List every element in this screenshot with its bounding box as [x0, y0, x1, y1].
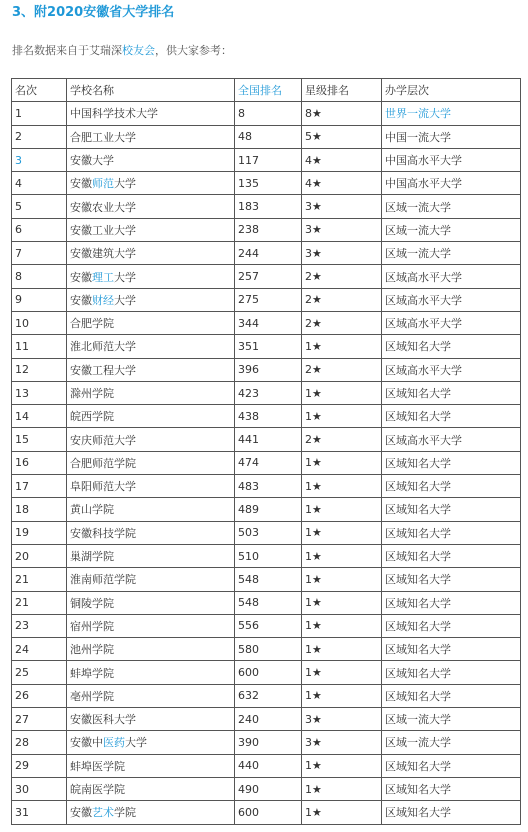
national-rank-cell: 257: [235, 265, 302, 288]
level-cell: 区域高水平大学: [382, 428, 521, 451]
level-cell: 区域高水平大学: [382, 358, 521, 381]
rank-cell: 23: [12, 614, 67, 637]
header-star-rank: 星级排名: [302, 79, 382, 102]
rank-cell: 7: [12, 242, 67, 265]
rank-cell: 12: [12, 358, 67, 381]
national-rank-cell: 548: [235, 568, 302, 591]
level-cell: 区域知名大学: [382, 591, 521, 614]
rank-cell: 10: [12, 311, 67, 334]
star-rank-cell: 3★: [302, 708, 382, 731]
star-rank-cell: 1★: [302, 754, 382, 777]
level-cell: 区域知名大学: [382, 544, 521, 567]
school-name-cell: 巢湖学院: [67, 544, 235, 567]
level-cell: 区域一流大学: [382, 218, 521, 241]
star-rank-cell: 1★: [302, 451, 382, 474]
national-rank-cell: 275: [235, 288, 302, 311]
level-cell: 中国高水平大学: [382, 172, 521, 195]
table-row: [12, 731, 521, 754]
star-rank-cell: 1★: [302, 661, 382, 684]
school-name-part: 大学: [125, 736, 147, 750]
table-row: [12, 754, 521, 777]
star-rank-cell: 3★: [302, 242, 382, 265]
rank-cell: 20: [12, 544, 67, 567]
school-name-link[interactable]: 财经: [92, 293, 114, 307]
rank-cell: 15: [12, 428, 67, 451]
star-rank-cell: 4★: [302, 148, 382, 171]
table-row: [12, 102, 521, 125]
school-name-cell: 淮南师范学院: [67, 568, 235, 591]
star-rank-cell: 1★: [302, 498, 382, 521]
level-cell: 区域知名大学: [382, 754, 521, 777]
table-row: [12, 358, 521, 381]
national-rank-cell: 600: [235, 661, 302, 684]
table-row: [12, 684, 521, 707]
rank-cell: 11: [12, 335, 67, 358]
rank-cell: 25: [12, 661, 67, 684]
star-rank-cell: 1★: [302, 568, 382, 591]
level-cell: 区域知名大学: [382, 638, 521, 661]
star-rank-cell: 1★: [302, 638, 382, 661]
school-name-cell: 中国科学技术大学: [67, 102, 235, 125]
national-rank-cell: 632: [235, 684, 302, 707]
star-rank-cell: 1★: [302, 777, 382, 800]
national-rank-cell: 474: [235, 451, 302, 474]
level-cell: 区域知名大学: [382, 801, 521, 824]
level-cell: 区域知名大学: [382, 661, 521, 684]
star-rank-cell: 4★: [302, 172, 382, 195]
star-rank-cell: 1★: [302, 521, 382, 544]
table-row: [12, 218, 521, 241]
national-rank-cell: 548: [235, 591, 302, 614]
school-name-cell: 安徽工业大学: [67, 218, 235, 241]
rank-cell: 28: [12, 731, 67, 754]
school-name-cell: [67, 172, 235, 195]
school-name-cell: 蚌埠医学院: [67, 754, 235, 777]
rank-cell: 2: [12, 125, 67, 148]
school-name-cell: 亳州学院: [67, 684, 235, 707]
star-rank-cell: 2★: [302, 311, 382, 334]
school-name-cell: 阜阳师范大学: [67, 475, 235, 498]
table-row: [12, 451, 521, 474]
school-name-cell: 安徽建筑大学: [67, 242, 235, 265]
national-rank-cell: 441: [235, 428, 302, 451]
national-rank-cell: 438: [235, 405, 302, 428]
school-name-cell: 安徽农业大学: [67, 195, 235, 218]
school-name-cell: 滁州学院: [67, 381, 235, 404]
national-rank-cell: 580: [235, 638, 302, 661]
rank-cell: 21: [12, 568, 67, 591]
table-header-row: [12, 79, 521, 102]
section-heading: 3、附2020安徽省大学排名: [12, 5, 175, 20]
table-row: [12, 708, 521, 731]
rank-cell: 24: [12, 638, 67, 661]
school-name-cell: 安庆师范大学: [67, 428, 235, 451]
level-cell: 区域知名大学: [382, 475, 521, 498]
rank-cell: 9: [12, 288, 67, 311]
level-cell: 区域知名大学: [382, 381, 521, 404]
national-rank-cell: 183: [235, 195, 302, 218]
table-row: [12, 148, 521, 171]
table-row: [12, 498, 521, 521]
star-rank-cell: 1★: [302, 335, 382, 358]
national-rank-cell: 556: [235, 614, 302, 637]
table-row: [12, 591, 521, 614]
school-name-part: 学院: [114, 806, 136, 820]
school-name-link[interactable]: 艺术: [92, 806, 114, 820]
table-row: [12, 265, 521, 288]
national-rank-cell: 489: [235, 498, 302, 521]
header-rank: 名次: [12, 79, 67, 102]
national-rank-cell: 117: [235, 148, 302, 171]
star-rank-cell: 1★: [302, 405, 382, 428]
national-rank-cell: 240: [235, 708, 302, 731]
level-cell: 区域知名大学: [382, 684, 521, 707]
rank-cell: 13: [12, 381, 67, 404]
school-name-cell: 宿州学院: [67, 614, 235, 637]
star-rank-cell: 8★: [302, 102, 382, 125]
rank-cell: 16: [12, 451, 67, 474]
level-cell: 中国一流大学: [382, 125, 521, 148]
rank-cell: 30: [12, 777, 67, 800]
header-level: 办学层次: [382, 79, 521, 102]
rank-cell: 19: [12, 521, 67, 544]
level-cell[interactable]: 世界一流大学: [382, 102, 521, 125]
rank-cell: 17: [12, 475, 67, 498]
national-rank-cell: 483: [235, 475, 302, 498]
table-row: [12, 801, 521, 824]
school-name-cell: 黄山学院: [67, 498, 235, 521]
intro-before: 排名数据来自于艾瑞深: [12, 44, 122, 57]
star-rank-cell: 3★: [302, 195, 382, 218]
level-cell: 区域知名大学: [382, 568, 521, 591]
star-rank-cell: 1★: [302, 684, 382, 707]
level-cell: 区域一流大学: [382, 242, 521, 265]
rank-cell: 29: [12, 754, 67, 777]
national-rank-cell: 510: [235, 544, 302, 567]
level-cell: 区域知名大学: [382, 777, 521, 800]
school-name-cell: 合肥师范学院: [67, 451, 235, 474]
school-name-cell: [67, 288, 235, 311]
star-rank-cell: 3★: [302, 218, 382, 241]
school-name-link[interactable]: 理工: [92, 270, 114, 284]
star-rank-cell: 2★: [302, 358, 382, 381]
level-cell: 区域高水平大学: [382, 311, 521, 334]
star-rank-cell: 5★: [302, 125, 382, 148]
national-rank-cell: 600: [235, 801, 302, 824]
table-row: [12, 125, 521, 148]
school-name-cell: 安徽工程大学: [67, 358, 235, 381]
school-name-cell: 蚌埠学院: [67, 661, 235, 684]
national-rank-cell: 238: [235, 218, 302, 241]
table-row: [12, 242, 521, 265]
star-rank-cell: 2★: [302, 428, 382, 451]
school-name-part: 安徽中: [70, 736, 103, 750]
school-name-cell: 合肥工业大学: [67, 125, 235, 148]
star-rank-cell: 2★: [302, 265, 382, 288]
star-rank-cell: 1★: [302, 381, 382, 404]
table-row: [12, 544, 521, 567]
intro-after: ，供大家参考：: [155, 44, 232, 57]
school-name-part: 大学: [114, 293, 136, 307]
school-name-part: 安徽: [70, 806, 92, 820]
national-rank-cell: 440: [235, 754, 302, 777]
national-rank-cell: 344: [235, 311, 302, 334]
school-name-link[interactable]: 医药: [103, 736, 125, 750]
table-row: [12, 405, 521, 428]
national-rank-cell: 490: [235, 777, 302, 800]
level-cell: 区域知名大学: [382, 405, 521, 428]
national-rank-cell: 351: [235, 335, 302, 358]
star-rank-cell: 1★: [302, 801, 382, 824]
rank-cell: 1: [12, 102, 67, 125]
rank-cell: 26: [12, 684, 67, 707]
national-rank-cell: 503: [235, 521, 302, 544]
national-rank-cell: 8: [235, 102, 302, 125]
school-name-cell: 安徽医科大学: [67, 708, 235, 731]
table-row: [12, 521, 521, 544]
star-rank-cell: 1★: [302, 591, 382, 614]
table-row: [12, 568, 521, 591]
rank-cell: 4: [12, 172, 67, 195]
school-name-cell: 皖西学院: [67, 405, 235, 428]
level-cell: 区域一流大学: [382, 195, 521, 218]
table-row: [12, 172, 521, 195]
star-rank-cell: 3★: [302, 731, 382, 754]
school-name-cell: [67, 731, 235, 754]
rank-cell: 5: [12, 195, 67, 218]
level-cell: 区域高水平大学: [382, 288, 521, 311]
school-name-part: 安徽: [70, 177, 92, 191]
school-name-cell: [67, 801, 235, 824]
table-row: [12, 661, 521, 684]
rank-cell: 31: [12, 801, 67, 824]
star-rank-cell: 1★: [302, 475, 382, 498]
rank-cell: 18: [12, 498, 67, 521]
school-name-part: 安徽: [70, 293, 92, 307]
star-rank-cell: 1★: [302, 544, 382, 567]
school-name-cell: 安徽大学: [67, 148, 235, 171]
national-rank-cell: 396: [235, 358, 302, 381]
table-row: [12, 475, 521, 498]
level-cell: 区域知名大学: [382, 521, 521, 544]
national-rank-cell: 48: [235, 125, 302, 148]
rank-cell: 6: [12, 218, 67, 241]
table-body: [12, 102, 521, 824]
school-name-cell: 铜陵学院: [67, 591, 235, 614]
national-rank-cell: 135: [235, 172, 302, 195]
level-cell: 中国高水平大学: [382, 148, 521, 171]
school-name-cell: [67, 265, 235, 288]
school-name-link[interactable]: 师范: [92, 177, 114, 191]
national-rank-cell: 390: [235, 731, 302, 754]
header-national-rank[interactable]: 全国排名: [235, 79, 302, 102]
ranking-table: [11, 78, 521, 825]
school-name-part: 大学: [114, 177, 136, 191]
level-cell: 区域一流大学: [382, 731, 521, 754]
national-rank-cell: 423: [235, 381, 302, 404]
level-cell: 区域知名大学: [382, 451, 521, 474]
school-name-cell: 合肥学院: [67, 311, 235, 334]
table-row: [12, 288, 521, 311]
table-row: [12, 311, 521, 334]
table-row: [12, 638, 521, 661]
level-cell: 区域一流大学: [382, 708, 521, 731]
star-rank-cell: 2★: [302, 288, 382, 311]
star-rank-cell: 1★: [302, 614, 382, 637]
school-name-part: 安徽: [70, 270, 92, 284]
level-cell: 区域高水平大学: [382, 265, 521, 288]
rank-cell: 14: [12, 405, 67, 428]
level-cell: 区域知名大学: [382, 335, 521, 358]
level-cell: 区域知名大学: [382, 614, 521, 637]
intro-text: [12, 42, 232, 58]
national-rank-cell: 244: [235, 242, 302, 265]
school-name-cell: 安徽科技学院: [67, 521, 235, 544]
rank-cell[interactable]: 3: [12, 148, 67, 171]
table-row: [12, 381, 521, 404]
table-row: [12, 335, 521, 358]
table-row: [12, 195, 521, 218]
school-name-cell: 池州学院: [67, 638, 235, 661]
table-row: [12, 777, 521, 800]
school-name-part: 大学: [114, 270, 136, 284]
rank-cell: 27: [12, 708, 67, 731]
school-name-cell: 皖南医学院: [67, 777, 235, 800]
table-row: [12, 614, 521, 637]
table-row: [12, 428, 521, 451]
rank-cell: 8: [12, 265, 67, 288]
school-name-cell: 淮北师范大学: [67, 335, 235, 358]
rank-cell: 21: [12, 591, 67, 614]
alumni-link[interactable]: 校友会: [122, 44, 155, 57]
level-cell: 区域知名大学: [382, 498, 521, 521]
header-school-name: 学校名称: [67, 79, 235, 102]
